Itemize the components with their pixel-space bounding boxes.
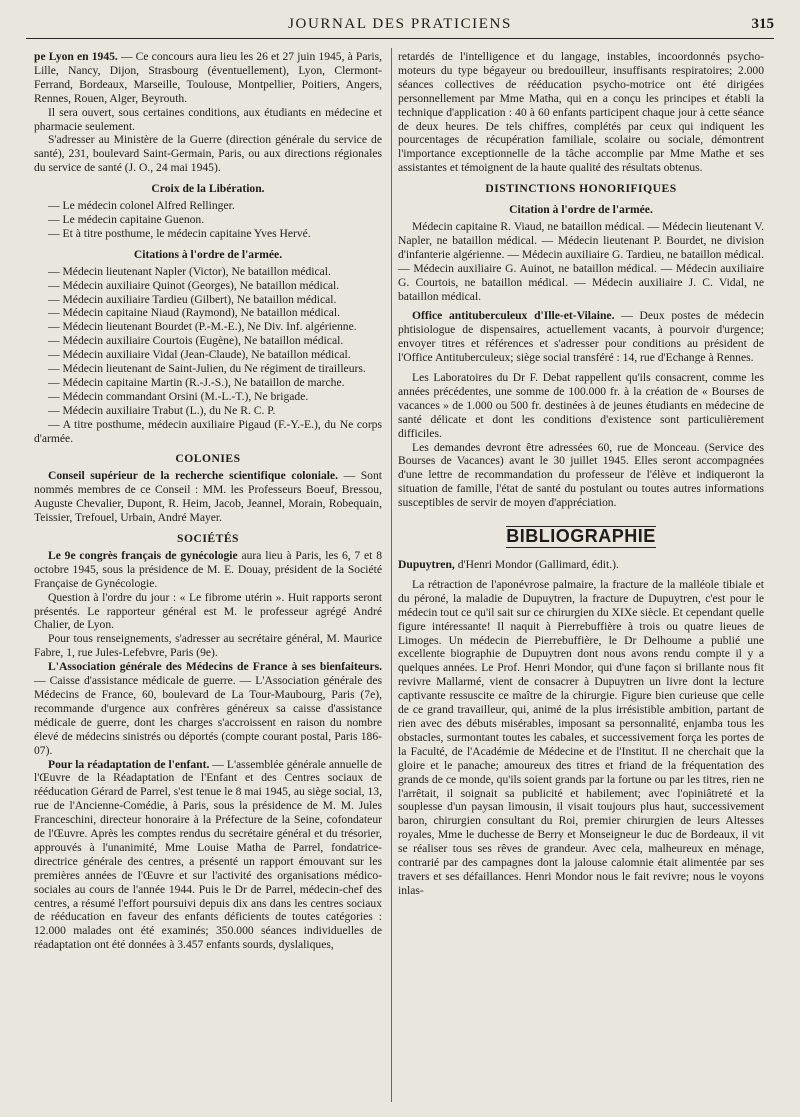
enfant-text: — L'assemblée générale annuelle de l'Œuvre de la Réadaptation de l'Enfant et des Centres sociaux de rééducation Gérard de Parrel, s'est tenue le 8 mai 1945, au siège social, 13, rue de l'Ancienne-Comédie, à Paris, sous la présidence de M. M. Jules Franceschini, directeur honoraire à la Préfecture de la Seine, cofondateur de l'Œuvre. Après les comptes rendus du secrétaire général et du trésorier, approuvés à l'unanimité, Mme Louise Matha de Parrel, fondatrice-directrice générale des centres, a présenté un rapport émouvant sur les premières années de l'Œuvre et sur l'activité des organisations médico-sociales au cours de l'année 1944. Puis le Dr de Parrel, médecin-chef des centres, a résumé l'effort poursuivi depuis dix ans dans les centres sociaux de rééducation en faveur des enfants déficients de toutes catégories : 12.000 malades ont été examinés; 350.000 séances individuelles de réadaptation ont été données à 3.457 enfants sourds, dyslaliques, xyxy=(34,757,383,952)
citation-item: — Médecin commandant Orsini (M.-L.-T.), Ne brigade. xyxy=(48,389,309,403)
page-number: 315 xyxy=(751,16,774,32)
citation-heading: Citation à l'ordre de l'armée. xyxy=(509,203,653,217)
labo-paragraph: Les Laboratoires du Dr F. Debat rappellent qu'ils consacrent, comme les années précédentes, une somme de 100.000 fr. à la création de « Bourses de vacances » de 1.000 ou 500 fr. destinées à de jeunes étudiants en médecine de santé délicate et dont les conditions d'existence sont particulièrement difficiles. xyxy=(398,371,764,440)
bibliographie-heading: BIBLIOGRAPHIE xyxy=(506,526,656,547)
croix-item: — Et à titre posthume, le médecin capitaine Yves Hervé. xyxy=(48,226,311,240)
intro-text: — Ce concours aura lieu les 26 et 27 juin 1945, à Paris, Lille, Nancy, Dijon, Strasbourg (éventuellement), Lyon, Clermont-Ferrand, Bordeaux, Marseille, Toulouse, Montpellier, Poitiers, Angers, Rennes, Rouen, Alger, Beyrouth. xyxy=(34,50,382,105)
croix-heading: Croix de la Libération. xyxy=(151,182,265,196)
conseil-paragraph xyxy=(34,469,382,525)
running-head xyxy=(26,12,774,39)
congres-paragraph xyxy=(34,549,382,591)
intro-paragraph-3: S'adresser au Ministère de la Guerre (direction générale du service de santé), 231, boulevard Saint-Germain, Paris, ou aux directions régionales du service de santé (J. O., 24 mai 1945). xyxy=(34,133,382,175)
left-column xyxy=(34,50,382,952)
assoc-paragraph xyxy=(34,660,382,757)
assoc-text: — Caisse d'assistance médicale de guerre. — L'Association générale des Médecins de France, 60, boulevard de La Tour-Maubourg, Paris (7e), recommande d'urgence aux confrères généreux sa caisse d'assistance médicale de guerre, dont les charges s'accroissent en raison du nombre élevé de médecins sinistrés ou déportés (compte courant postal, Paris 186-07). xyxy=(34,674,382,757)
conseil-lead: Conseil supérieur de la recherche scientifique coloniale. xyxy=(48,469,339,483)
citation-item: — Médecin auxiliaire Courtois (Eugène), Ne bataillon médical. xyxy=(48,334,344,348)
citation-item: — A titre posthume, médecin auxiliaire Pigaud (F.-Y.-E.), du Ne corps d'armée. xyxy=(34,417,382,445)
citation-item: — Médecin lieutenant Bourdet (P.-M.-E.), Ne Div. Inf. algérienne. xyxy=(48,320,357,334)
column-rule xyxy=(391,48,392,1102)
societes-heading: SOCIÉTÉS xyxy=(177,532,239,545)
intro-paragraph xyxy=(34,50,382,106)
citations-heading: Citations à l'ordre de l'armée. xyxy=(133,247,283,261)
congres-paragraph-2: Question à l'ordre du jour : « Le fibrome utérin ». Huit rapports seront présentés. Le rapporteur général est M. le professeur agrégé André Chalier, de Lyon. xyxy=(34,590,382,632)
congres-paragraph-3: Pour tous renseignements, s'adresser au secrétaire général, M. Maurice Fabre, 1, rue Jules-Lefebvre, Paris (9e). xyxy=(34,632,382,660)
office-text: — Deux postes de médecin phtisiologue de dispensaires, actuellement vacants, à pourvoir d'urgence; envoyer titres et références et s'adresser pour conditions au président de l'Office Antituberculeux; siège social transféré : 14, rue d'Echange à Rennes. xyxy=(398,309,764,365)
book-review: La rétraction de l'aponévrose palmaire, la fracture de la malléole tibiale et du péroné, la maladie de Dupuytren, la fracture de Dupuytren, c'est pour le médecin tout ce qu'il sait sur ce chirurgien du XIXe siècle. Et cependant quelle figure intéressante! Il naquit à Pierrebuffière à trois ou quatre lieues de Limoges. Un médecin de Pierrebuffière, le Dr Delhoume a publié une excellente biographie de Dupuytren dont nous avons rendu compte il y a quelques années. Le Prof. Henri Mondor, qui d'une façon si brillante nous fit revivre Mallarmé, vient de consacrer à Dupuytren un livre dont la lecture captivante ressuscite ce maître de la chirurgie. Figure bien curieuse que celle de ce grand travailleur, qui, animé de la plus irrésistible ambition, partant de rien avec des débuts misérables, imposant sa personnalité, enjamba tous les obstacles, surmontant toutes les cabales, et successivement força les portes de la Faculté, de l'Académie de Médecine et de l'Institut. Il ne cherchait que la gloire et le panache; amoureux des titres et friand de la fréquentation des grands de ce monde, qu'ils soient grands par la fortune ou par les titres, rien ne l'arrêtait, il soignait sa publicité et habilement; avec l'opiniâtreté et la souplesse d'un paysan limousin, il visait toujours plus haut, successivement baron, chirurgien consultant du Roi, premier chirurgien de leurs Altesses royales, Mme le duchesse de Berry et Monseigneur le duc de Bordeaux, il vit se réaliser tous ses rêves de grandeur. Avec cela, malheureux en ménage, contrarié par des campagnes dont la jalouse calomnie était alimentée par ses travers et ses défaillances. Henri Mondor nous le fait revivre; nous le voyons inlas- xyxy=(398,577,764,897)
distinctions-heading: DISTINCTIONS HONORIFIQUES xyxy=(485,182,677,196)
citation-item: — Médecin lieutenant Napler (Victor), Ne bataillon médical. xyxy=(48,264,331,278)
enfant-lead: Pour la réadaptation de l'enfant. xyxy=(48,757,210,771)
intro-paragraph-2: Il sera ouvert, sous certaines conditions, aux étudiants en médecine et pharmacie seulement. xyxy=(34,105,382,133)
citations-list xyxy=(34,265,382,446)
citation-item: — Médecin auxiliaire Quinot (Georges), Ne bataillon médical. xyxy=(48,278,340,292)
croix-item: — Le médecin capitaine Guenon. xyxy=(48,212,205,226)
croix-item: — Le médecin colonel Alfred Rellinger. xyxy=(48,199,235,213)
citation-item: — Médecin capitaine Niaud (Raymond), Ne bataillon médical. xyxy=(48,306,341,320)
citation-item: — Médecin auxiliaire Tardieu (Gilbert), Ne bataillon médical. xyxy=(48,292,337,306)
labo-paragraph-2: Les demandes devront être adressées 60, rue de Monceau. (Service des Bourses de Vacances) avant le 30 juillet 1945. Elles seront accompagnées d'une lettre de recommandation du professeur de l'élève et indiqueront la situation de famille, l'état de santé du postulant ou toutes autres informations susceptibles de servir de moyen d'appréciation. xyxy=(398,440,764,510)
croix-list xyxy=(34,199,382,241)
citation-item: — Médecin auxiliaire Trabut (L.), du Ne R. C. P. xyxy=(48,403,276,417)
citation-item: — Médecin capitaine Martin (R.-J.-S.), Ne bataillon de marche. xyxy=(48,375,345,389)
continued-paragraph: retardés de l'intelligence et du langage, instables, incoordonnés psycho-moteurs du type bégayeur ou bredouilleur, insuffisants respiratoires; 2.000 séances collectives de rééducation psycho-motrice ont été dirigées personnellement par Mme Matha, qui en a conçu les principes et établi la technique d'application : 40 à 60 enfants participent chaque jour à cette séance de deux heures. De tels chiffres, complétés par ceux qui indiquent les pourcentages de récupération familiale, scolaire ou sociale, démontrent l'importance exceptionnelle de la tâche accomplie par Mme Mathe et ses assistantes et témoignent de la haute qualité des résultats obtenus. xyxy=(398,50,764,175)
office-lead: Office antituberculeux d'Ille-et-Vilaine. xyxy=(412,309,615,323)
assoc-lead: L'Association générale des Médecins de France à ses bienfaiteurs. xyxy=(48,660,382,674)
citation-item: — Médecin auxiliaire Vidal (Jean-Claude), Ne bataillon médical. xyxy=(48,348,351,362)
congres-text: aura lieu à Paris, les 6, 7 et 8 octobre 1945, sous la présidence de M. E. Douay, président de la Société Française de Gynécologie. xyxy=(34,548,383,590)
book-reference xyxy=(398,558,764,572)
congres-lead: Le 9e congrès français de gynécologie xyxy=(48,548,238,562)
citation-paragraph: Médecin capitaine R. Viaud, ne bataillon médical. — Médecin lieutenant V. Napler, ne bataillon médical. — Médecin lieutenant P. Bourdet, ne division d'infanterie algérienne. — Médecin auxiliaire G. Tardieu, ne bataillon médical. — Médecin auxiliaire G. Auinot, ne bataillon médical. — Médecin auxiliaire G. Courtois, ne bataillon médical. — Médecin auxiliaire J. C. Vidal, ne bataillon médical. xyxy=(398,219,764,303)
conseil-text: — Sont nommés membres de ce Conseil : MM. les Professeurs Boeuf, Bressou, Auguste Chevalier, Dupont, R. Heim, Jacob, Jeannel, Morain, Robequain, Teissier, Trefouel, Urbain, André Mayer. xyxy=(34,469,382,525)
enfant-paragraph xyxy=(34,758,382,953)
citation-item: — Médecin lieutenant de Saint-Julien, du Ne régiment de tirailleurs. xyxy=(48,362,366,376)
book-title: Dupuytren, xyxy=(398,558,455,571)
intro-lead: pe Lyon en 1945. xyxy=(34,50,118,63)
book-author: d'Henri Mondor (Gallimard, édit.). xyxy=(454,558,619,571)
colonies-heading: COLONIES xyxy=(175,452,241,466)
office-paragraph xyxy=(398,309,764,365)
journal-title: JOURNAL DES PRATICIENS xyxy=(288,16,512,32)
right-column xyxy=(398,50,764,898)
